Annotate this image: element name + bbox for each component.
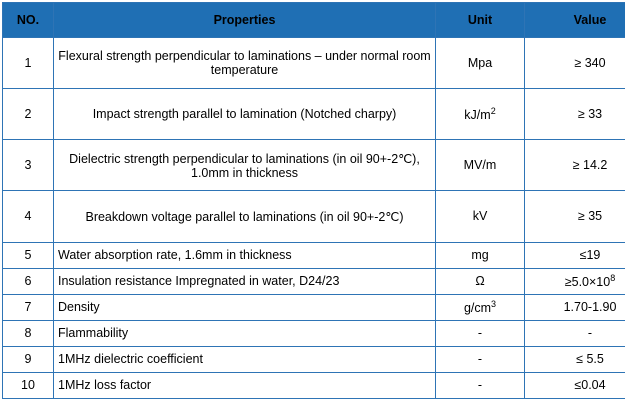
column-header-properties: Properties: [54, 3, 436, 38]
cell-value: ≤0.04: [525, 372, 625, 398]
cell-no: 5: [3, 242, 54, 268]
cell-no: 10: [3, 372, 54, 398]
cell-property: 1MHz dielectric coefficient: [54, 346, 436, 372]
table-row: [3, 242, 625, 268]
specification-table: [2, 2, 625, 399]
table-row: [3, 140, 625, 191]
cell-unit: MV/m: [436, 140, 525, 191]
table-row: [3, 346, 625, 372]
cell-value: ≤ 5.5: [525, 346, 625, 372]
cell-value: ≥ 35: [525, 191, 625, 242]
value-text: ≥5.0×10: [564, 275, 611, 290]
cell-no: 3: [3, 140, 54, 191]
cell-value: -: [525, 320, 625, 346]
cell-unit: Mpa: [436, 38, 525, 89]
cell-unit: kV: [436, 191, 525, 242]
column-header-no: NO.: [3, 3, 54, 38]
table-row: [3, 320, 625, 346]
cell-property: Flexural strength perpendicular to laminations – under normal room temperature: [54, 38, 436, 89]
cell-value: 1.70-1.90: [525, 294, 625, 320]
table-row: [3, 268, 625, 294]
table-header-row: [3, 3, 625, 38]
column-header-unit: Unit: [436, 3, 525, 38]
cell-value: [525, 268, 625, 294]
unit-exponent: 2: [490, 106, 496, 117]
cell-unit: [436, 89, 525, 140]
column-header-value: Value: [525, 3, 625, 38]
cell-property: Insulation resistance Impregnated in water, D24/23: [54, 268, 436, 294]
cell-unit: Ω: [436, 268, 525, 294]
table-row: [3, 38, 625, 89]
unit-text: g/cm: [463, 301, 492, 316]
cell-unit: mg: [436, 242, 525, 268]
table-row: [3, 89, 625, 140]
cell-unit: -: [436, 346, 525, 372]
cell-no: 9: [3, 346, 54, 372]
cell-property: Density: [54, 294, 436, 320]
table-row: [3, 372, 625, 398]
cell-value: ≥ 14.2: [525, 140, 625, 191]
cell-unit: [436, 294, 525, 320]
table-body: [3, 38, 625, 399]
cell-value: ≥ 340: [525, 38, 625, 89]
cell-unit: -: [436, 372, 525, 398]
cell-property: Dielectric strength perpendicular to laminations (in oil 90+-2℃), 1.0mm in thickness: [54, 140, 436, 191]
cell-property: Breakdown voltage parallel to laminations (in oil 90+-2℃): [54, 191, 436, 242]
cell-no: 1: [3, 38, 54, 89]
cell-no: 8: [3, 320, 54, 346]
value-exponent: 8: [610, 273, 616, 284]
table-row: [3, 191, 625, 242]
cell-unit: -: [436, 320, 525, 346]
table-row: [3, 294, 625, 320]
cell-no: 4: [3, 191, 54, 242]
cell-value: ≤19: [525, 242, 625, 268]
cell-value: ≥ 33: [525, 89, 625, 140]
cell-property: 1MHz loss factor: [54, 372, 436, 398]
cell-no: 2: [3, 89, 54, 140]
unit-exponent: 3: [491, 299, 497, 310]
cell-property: Impact strength parallel to lamination (Notched charpy): [54, 89, 436, 140]
cell-property: Flammability: [54, 320, 436, 346]
cell-property: Water absorption rate, 1.6mm in thickness: [54, 242, 436, 268]
cell-no: 6: [3, 268, 54, 294]
table-header: [3, 3, 625, 38]
cell-no: 7: [3, 294, 54, 320]
unit-text: kJ/m: [464, 108, 491, 123]
